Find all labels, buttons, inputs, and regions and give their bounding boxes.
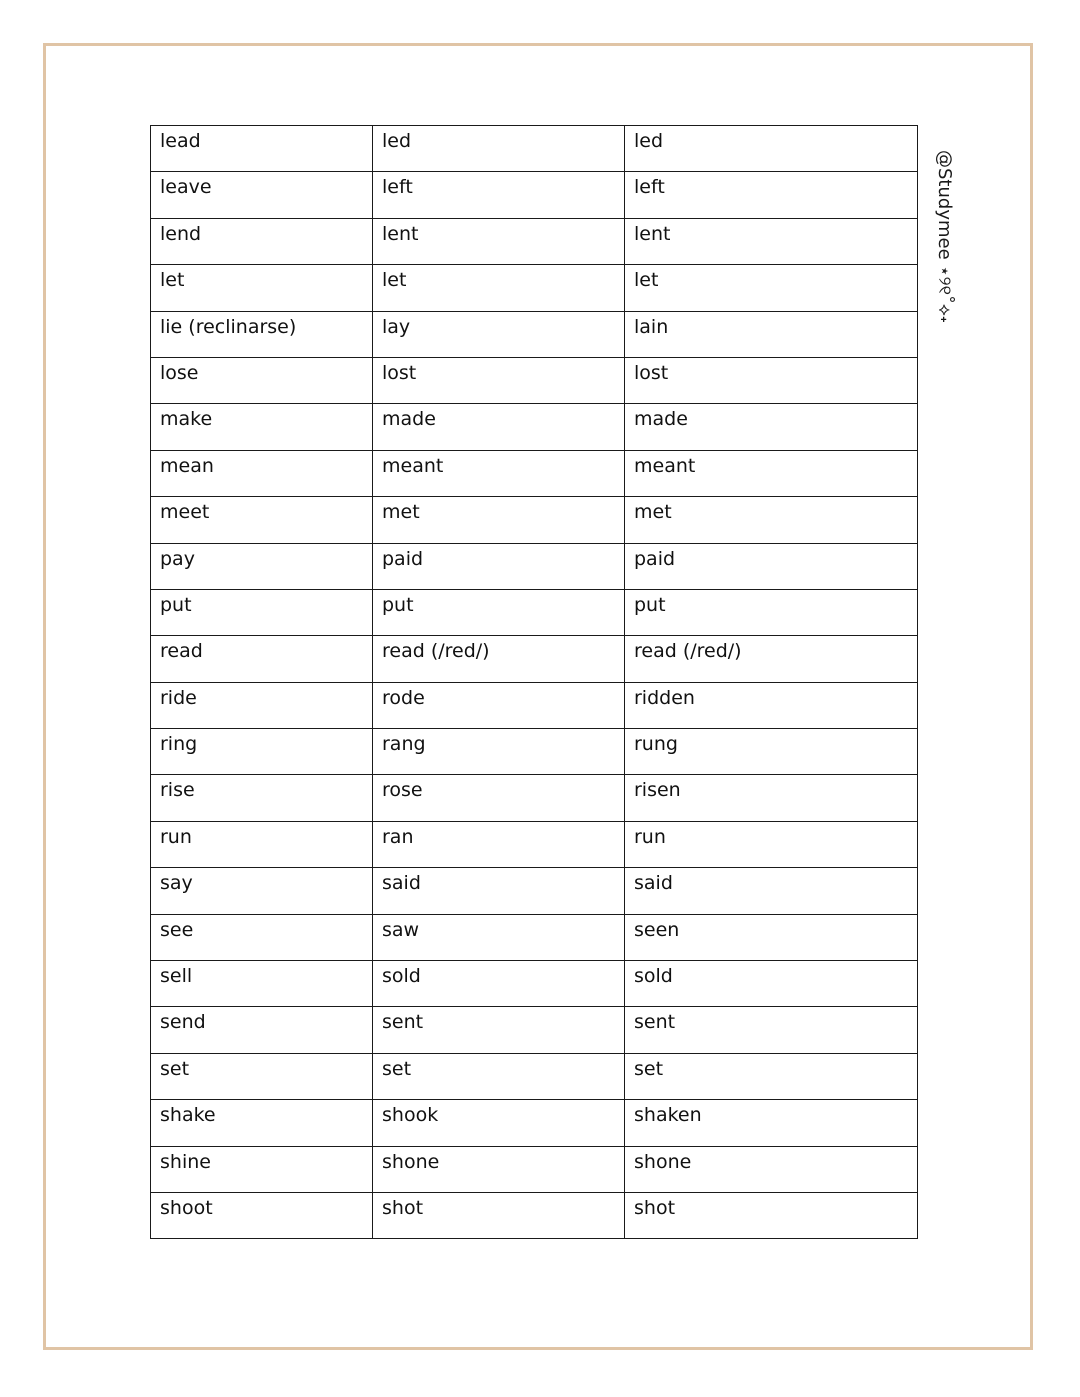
past-participle-cell: led (625, 126, 918, 172)
table-row (151, 1146, 918, 1192)
past-simple-cell: set (373, 1053, 625, 1099)
past-participle-cell: shaken (625, 1100, 918, 1146)
past-participle-cell: shot (625, 1192, 918, 1238)
base-form-cell: shine (151, 1146, 373, 1192)
base-form-cell: pay (151, 543, 373, 589)
table-row (151, 961, 918, 1007)
past-participle-cell: seen (625, 914, 918, 960)
past-participle-cell: said (625, 868, 918, 914)
base-form-cell: ring (151, 729, 373, 775)
base-form-cell: lend (151, 218, 373, 264)
past-simple-cell: sold (373, 961, 625, 1007)
past-participle-cell: met (625, 497, 918, 543)
base-form-cell: put (151, 589, 373, 635)
past-simple-cell: sent (373, 1007, 625, 1053)
base-form-cell: rise (151, 775, 373, 821)
past-simple-cell: met (373, 497, 625, 543)
past-simple-cell: meant (373, 450, 625, 496)
table-row (151, 172, 918, 218)
table-row (151, 543, 918, 589)
past-simple-cell: paid (373, 543, 625, 589)
past-participle-cell: meant (625, 450, 918, 496)
past-participle-cell: paid (625, 543, 918, 589)
table-row (151, 265, 918, 311)
base-form-cell: lead (151, 126, 373, 172)
past-simple-cell: shook (373, 1100, 625, 1146)
table-row (151, 729, 918, 775)
past-participle-cell: lost (625, 357, 918, 403)
base-form-cell: shoot (151, 1192, 373, 1238)
base-form-cell: run (151, 821, 373, 867)
table-row (151, 1053, 918, 1099)
table-row (151, 126, 918, 172)
table-row (151, 868, 918, 914)
table-row (151, 497, 918, 543)
base-form-cell: make (151, 404, 373, 450)
past-simple-cell: rose (373, 775, 625, 821)
table-row (151, 821, 918, 867)
past-participle-cell: lain (625, 311, 918, 357)
past-participle-cell: run (625, 821, 918, 867)
base-form-cell: ride (151, 682, 373, 728)
past-participle-cell: left (625, 172, 918, 218)
past-simple-cell: lost (373, 357, 625, 403)
past-simple-cell: rang (373, 729, 625, 775)
past-participle-cell: shone (625, 1146, 918, 1192)
past-participle-cell: ridden (625, 682, 918, 728)
past-simple-cell: left (373, 172, 625, 218)
base-form-cell: let (151, 265, 373, 311)
base-form-cell: set (151, 1053, 373, 1099)
table-row (151, 914, 918, 960)
verb-table-body (151, 126, 918, 1239)
table-row (151, 775, 918, 821)
past-simple-cell: said (373, 868, 625, 914)
table-row (151, 218, 918, 264)
past-participle-cell: rung (625, 729, 918, 775)
past-participle-cell: put (625, 589, 918, 635)
table-row (151, 589, 918, 635)
past-participle-cell: read (/red/) (625, 636, 918, 682)
table-row (151, 404, 918, 450)
table-row (151, 311, 918, 357)
past-simple-cell: led (373, 126, 625, 172)
base-form-cell: say (151, 868, 373, 914)
past-simple-cell: rode (373, 682, 625, 728)
past-participle-cell: sold (625, 961, 918, 1007)
past-participle-cell: made (625, 404, 918, 450)
table-row (151, 682, 918, 728)
past-simple-cell: shot (373, 1192, 625, 1238)
table-row (151, 1007, 918, 1053)
base-form-cell: read (151, 636, 373, 682)
table-row (151, 450, 918, 496)
past-simple-cell: saw (373, 914, 625, 960)
table-row (151, 1192, 918, 1238)
past-simple-cell: lent (373, 218, 625, 264)
table-row (151, 636, 918, 682)
table-row (151, 357, 918, 403)
past-participle-cell: risen (625, 775, 918, 821)
base-form-cell: mean (151, 450, 373, 496)
past-simple-cell: made (373, 404, 625, 450)
base-form-cell: send (151, 1007, 373, 1053)
past-participle-cell: set (625, 1053, 918, 1099)
past-participle-cell: lent (625, 218, 918, 264)
base-form-cell: leave (151, 172, 373, 218)
base-form-cell: sell (151, 961, 373, 1007)
past-simple-cell: let (373, 265, 625, 311)
past-participle-cell: sent (625, 1007, 918, 1053)
base-form-cell: see (151, 914, 373, 960)
past-simple-cell: put (373, 589, 625, 635)
past-simple-cell: read (/red/) (373, 636, 625, 682)
irregular-verbs-table (150, 125, 918, 1239)
base-form-cell: meet (151, 497, 373, 543)
base-form-cell: shake (151, 1100, 373, 1146)
table-row (151, 1100, 918, 1146)
past-simple-cell: shone (373, 1146, 625, 1192)
past-simple-cell: lay (373, 311, 625, 357)
past-participle-cell: let (625, 265, 918, 311)
base-form-cell: lose (151, 357, 373, 403)
watermark: @Studymee ⋆୨୧˚⟡˖ (934, 150, 955, 323)
past-simple-cell: ran (373, 821, 625, 867)
base-form-cell: lie (reclinarse) (151, 311, 373, 357)
